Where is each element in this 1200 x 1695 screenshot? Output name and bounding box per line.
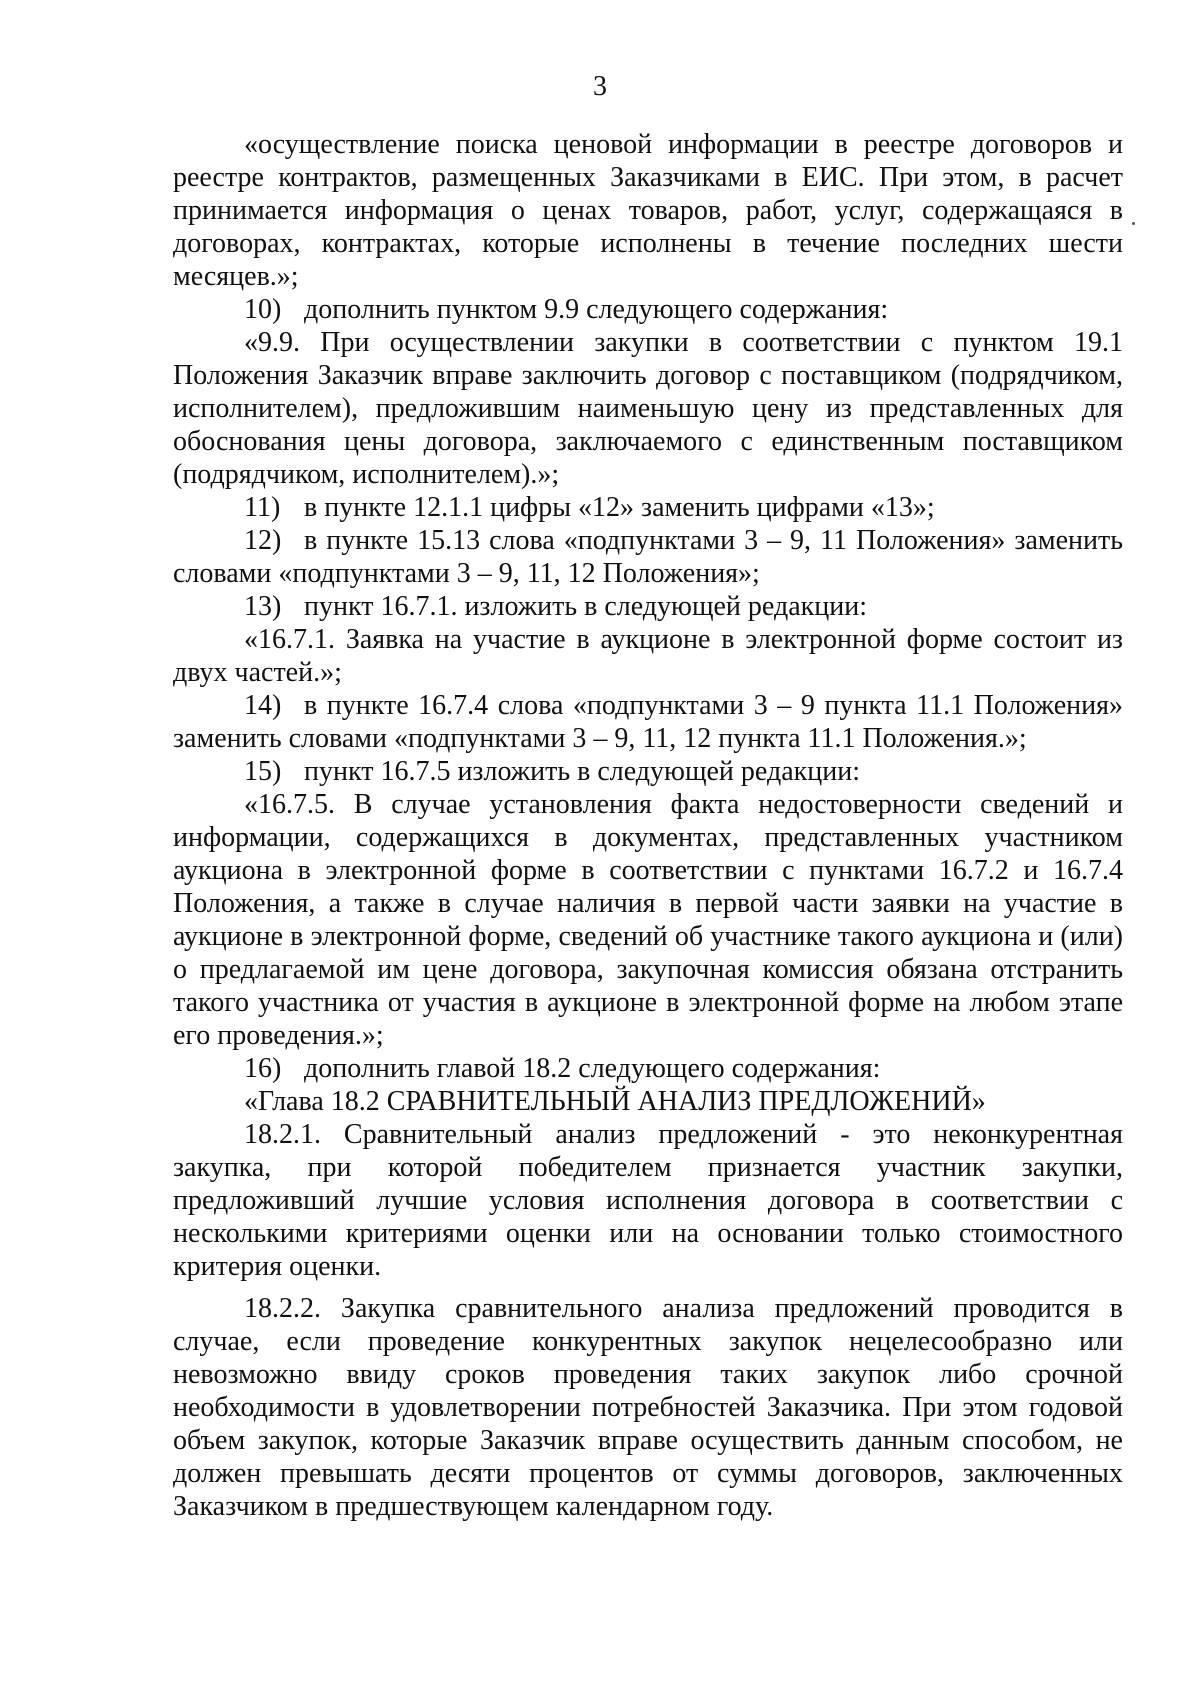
scan-speck	[1132, 222, 1135, 225]
list-item-number: 11)	[244, 492, 281, 523]
list-item-12	[173, 524, 1123, 590]
list-item-16	[173, 1052, 1123, 1085]
list-item-15	[173, 755, 1123, 788]
paragraph-18-2-2: 18.2.2. Закупка сравнительного анализа предложений проводится в случае, если проведение конкурентных закупок нецелесообразно или невозможно ввиду сроков проведения таких закупок либо срочной необходимости в удовлетворении потребностей Заказчика. При этом годовой объем закупок, которые Заказчик вправе осуществить данным способом, не должен превышать десяти процентов от суммы договоров, заключенных Заказчиком в предшествующем календарном году.	[173, 1293, 1123, 1522]
page-number: 3	[593, 71, 607, 102]
list-item-11	[173, 491, 1123, 524]
list-item-number: 10)	[244, 294, 282, 325]
list-item-number: 13)	[244, 591, 282, 622]
list-item-13	[173, 590, 1123, 623]
list-item-10	[173, 293, 1123, 326]
paragraph-9-9: «9.9. При осуществлении закупки в соответствии с пунктом 19.1 Положения Заказчик вправе заключить договор с поставщиком (подрядчиком, исполнителем), предложившим наименьшую цену из представленных для обоснования цены договора, заключаемого с единственным поставщиком (подрядчиком, исполнителем).»;	[173, 327, 1123, 490]
chapter-heading: «Глава 18.2 СРАВНИТЕЛЬНЫЙ АНАЛИЗ ПРЕДЛОЖЕНИЙ»	[244, 1086, 986, 1117]
list-item-number: 14)	[244, 690, 282, 721]
paragraph-18-2-1: 18.2.1. Сравнительный анализ предложений - это неконкурентная закупка, при которой победителем признается участник закупки, предложивший лучшие условия исполнения договора в соответствии с несколькими критериями оценки или на основании только стоимостного критерия оценки.	[173, 1119, 1123, 1282]
paragraph-1: «осуществление поиска ценовой информации в реестре договоров и реестре контрактов, размещенных Заказчиками в ЕИС. При этом, в расчет принимается информация о ценах товаров, работ, услуг, содержащаяся в договорах, контрактах, которые исполнены в течение последних шести месяцев.»;	[173, 129, 1123, 292]
list-item-text: в пункте 15.13 слова «подпунктами 3 – 9, 11 Положения» заменить словами «подпунктами 3 – 9, 11, 12 Положения»;	[173, 525, 1123, 589]
list-item-text: дополнить пунктом 9.9 следующего содержания:	[304, 294, 889, 325]
list-item-number: 12)	[244, 525, 282, 556]
list-item-text: пункт 16.7.5 изложить в следующей редакции:	[304, 756, 860, 787]
list-item-text: пункт 16.7.1. изложить в следующей редакции:	[304, 591, 867, 622]
list-item-number: 15)	[244, 756, 282, 787]
list-item-text: в пункте 16.7.4 слова «подпунктами 3 – 9 пункта 11.1 Положения» заменить словами «подпунктами 3 – 9, 11, 12 пункта 11.1 Положения.»;	[173, 690, 1123, 754]
paragraph-16-7-1: «16.7.1. Заявка на участие в аукционе в электронной форме состоит из двух частей.»;	[173, 624, 1123, 688]
list-item-text: дополнить главой 18.2 следующего содержания:	[304, 1053, 881, 1084]
paragraph-16-7-5: «16.7.5. В случае установления факта недостоверности сведений и информации, содержащихся в документах, представленных участником аукциона в электронной форме в соответствии с пунктами 16.7.2 и 16.7.4 Положения, а также в случае наличия в первой части заявки на участие в аукционе в электронной форме, сведений об участнике такого аукциона и (или) о предлагаемой им цене договора, закупочная комиссия обязана отстранить такого участника от участия в аукционе в электронной форме на любом этапе его проведения.»;	[173, 789, 1123, 1051]
list-item-14	[173, 689, 1123, 755]
document-body	[173, 128, 1123, 1523]
list-item-text: в пункте 12.1.1 цифры «12» заменить цифрами «13»;	[304, 492, 935, 523]
list-item-number: 16)	[244, 1053, 282, 1084]
